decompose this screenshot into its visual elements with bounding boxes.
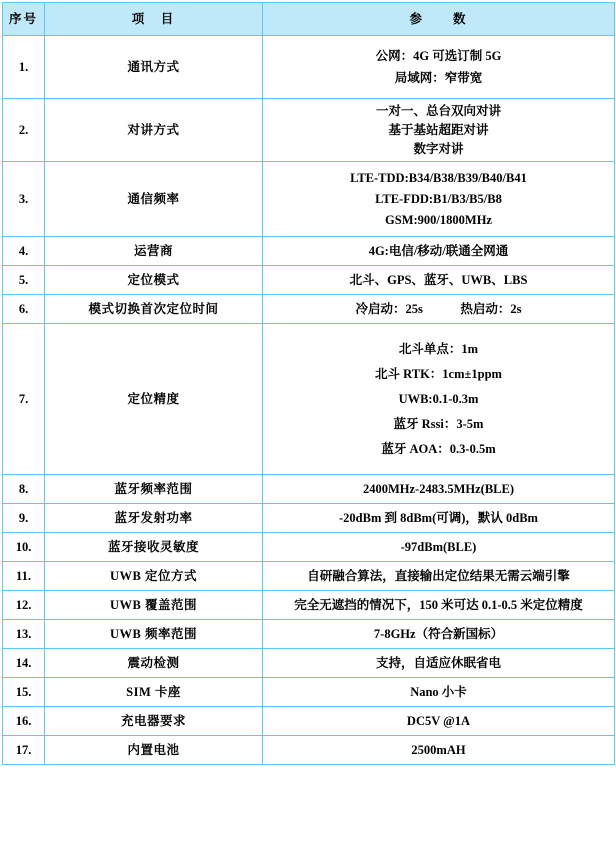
parameter-line: 支持，自适应休眠省电 bbox=[375, 655, 501, 670]
row-number: 3. bbox=[3, 162, 45, 237]
row-number: 14. bbox=[3, 649, 45, 678]
table-row bbox=[3, 591, 615, 620]
row-item-label: 对讲方式 bbox=[45, 99, 263, 162]
table-row bbox=[3, 162, 615, 237]
row-number: 7. bbox=[3, 324, 45, 475]
row-number: 9. bbox=[3, 504, 45, 533]
row-item-label: 震动检测 bbox=[45, 649, 263, 678]
row-item-label: UWB 覆盖范围 bbox=[45, 591, 263, 620]
table-row bbox=[3, 562, 615, 591]
row-parameter-value bbox=[263, 99, 615, 162]
parameter-line: 北斗 RTK：1cm±1ppm bbox=[375, 366, 502, 381]
row-item-label: 模式切换首次定位时间 bbox=[45, 295, 263, 324]
row-item-label: 定位模式 bbox=[45, 266, 263, 295]
parameter-line: 2500mAH bbox=[411, 742, 466, 757]
parameter-line: Nano 小卡 bbox=[410, 684, 467, 699]
parameter-line: -20dBm 到 8dBm(可调)，默认 0dBm bbox=[339, 510, 538, 525]
parameter-line: 北斗单点：1m bbox=[398, 341, 479, 356]
table-row bbox=[3, 237, 615, 266]
table-row bbox=[3, 475, 615, 504]
table-row bbox=[3, 707, 615, 736]
row-item-label: 通讯方式 bbox=[45, 36, 263, 99]
parameter-line: LTE-FDD:B1/B3/B5/B8 bbox=[375, 191, 502, 206]
header-row bbox=[3, 3, 615, 36]
row-item-label: 内置电池 bbox=[45, 736, 263, 765]
parameter-line: -97dBm(BLE) bbox=[400, 539, 477, 554]
parameter-line: 局域网：窄带宽 bbox=[394, 70, 483, 85]
row-parameter-value bbox=[263, 266, 615, 295]
row-item-label: UWB 频率范围 bbox=[45, 620, 263, 649]
row-number: 4. bbox=[3, 237, 45, 266]
row-parameter-value bbox=[263, 736, 615, 765]
table-header bbox=[3, 3, 615, 36]
row-item-label: UWB 定位方式 bbox=[45, 562, 263, 591]
parameter-line: 一对一、总台双向对讲 bbox=[375, 103, 501, 118]
row-number: 10. bbox=[3, 533, 45, 562]
row-number: 2. bbox=[3, 99, 45, 162]
parameter-line: 4G:电信/移动/联通全网通 bbox=[368, 243, 509, 258]
table-row bbox=[3, 266, 615, 295]
parameter-line: 2400MHz-2483.5MHz(BLE) bbox=[362, 481, 514, 496]
row-parameter-value bbox=[263, 36, 615, 99]
parameter-line: LTE-TDD:B34/B38/B39/B40/B41 bbox=[350, 170, 527, 185]
row-number: 12. bbox=[3, 591, 45, 620]
parameter-line: 自研融合算法，直接输出定位结果无需云端引擎 bbox=[307, 568, 570, 583]
row-number: 13. bbox=[3, 620, 45, 649]
row-number: 8. bbox=[3, 475, 45, 504]
row-parameter-value bbox=[263, 295, 615, 324]
table-row bbox=[3, 36, 615, 99]
parameter-line: 蓝牙 Rssi：3-5m bbox=[393, 417, 484, 432]
parameter-line: DC5V @1A bbox=[406, 713, 471, 728]
row-parameter-value bbox=[263, 324, 615, 475]
parameter-line: 完全无遮挡的情况下，150 米可达 0.1-0.5 米定位精度 bbox=[294, 597, 583, 612]
row-number: 16. bbox=[3, 707, 45, 736]
row-parameter-value bbox=[263, 162, 615, 237]
table-body bbox=[3, 36, 615, 765]
parameter-line: 7-8GHz（符合新国标） bbox=[373, 626, 504, 641]
row-parameter-value bbox=[263, 504, 615, 533]
row-item-label: 定位精度 bbox=[45, 324, 263, 475]
row-item-label: 通信频率 bbox=[45, 162, 263, 237]
column-header-param: 参 数 bbox=[263, 3, 615, 36]
row-item-label: 蓝牙发射功率 bbox=[45, 504, 263, 533]
row-number: 17. bbox=[3, 736, 45, 765]
row-item-label: 蓝牙接收灵敏度 bbox=[45, 533, 263, 562]
table-row bbox=[3, 678, 615, 707]
table-row bbox=[3, 649, 615, 678]
parameter-line: UWB:0.1-0.3m bbox=[398, 391, 479, 406]
row-item-label: 蓝牙频率范围 bbox=[45, 475, 263, 504]
parameter-line: 北斗、GPS、蓝牙、UWB、LBS bbox=[349, 272, 528, 287]
row-parameter-value bbox=[263, 562, 615, 591]
parameter-line: 公网：4G 可选订制 5G bbox=[375, 49, 502, 64]
parameter-line: 基于基站超距对讲 bbox=[388, 122, 489, 137]
row-number: 5. bbox=[3, 266, 45, 295]
row-parameter-value bbox=[263, 475, 615, 504]
row-number: 1. bbox=[3, 36, 45, 99]
row-parameter-value bbox=[263, 620, 615, 649]
parameter-line: 冷启动：25s 热启动：2s bbox=[355, 301, 522, 316]
row-parameter-value bbox=[263, 707, 615, 736]
row-item-label: 运营商 bbox=[45, 237, 263, 266]
row-parameter-value bbox=[263, 237, 615, 266]
specification-table bbox=[2, 2, 615, 765]
table-row bbox=[3, 620, 615, 649]
row-parameter-value bbox=[263, 649, 615, 678]
row-parameter-value bbox=[263, 678, 615, 707]
row-item-label: 充电器要求 bbox=[45, 707, 263, 736]
table-row bbox=[3, 736, 615, 765]
row-number: 15. bbox=[3, 678, 45, 707]
table-row bbox=[3, 324, 615, 475]
table-row bbox=[3, 295, 615, 324]
row-parameter-value bbox=[263, 533, 615, 562]
parameter-line: 数字对讲 bbox=[413, 142, 464, 157]
parameter-line: GSM:900/1800MHz bbox=[385, 213, 492, 228]
row-number: 11. bbox=[3, 562, 45, 591]
row-item-label: SIM 卡座 bbox=[45, 678, 263, 707]
table-row bbox=[3, 99, 615, 162]
row-number: 6. bbox=[3, 295, 45, 324]
table-row bbox=[3, 533, 615, 562]
row-parameter-value bbox=[263, 591, 615, 620]
parameter-line: 蓝牙 AOA：0.3-0.5m bbox=[381, 442, 496, 457]
column-header-item: 项 目 bbox=[45, 3, 263, 36]
column-header-no: 序号 bbox=[3, 3, 45, 36]
table-row bbox=[3, 504, 615, 533]
